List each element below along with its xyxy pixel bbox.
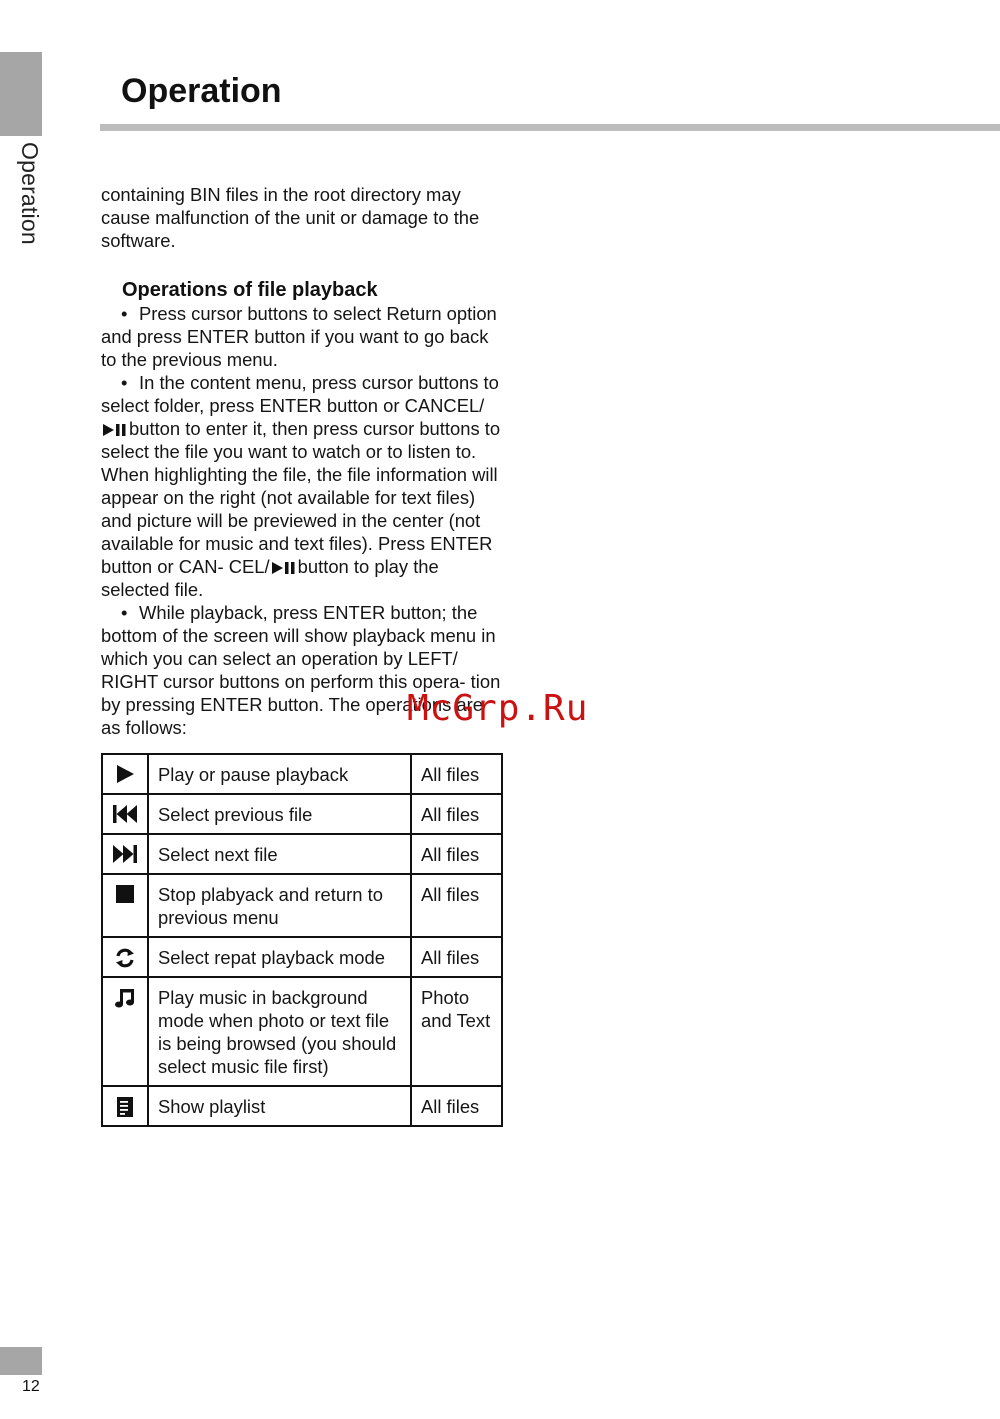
- title-underline-rule: [100, 124, 1000, 131]
- applies-to-cell: All files: [411, 754, 502, 794]
- table-row: [102, 794, 502, 834]
- bullet-item-return: [101, 302, 505, 371]
- applies-to-cell: All files: [411, 937, 502, 977]
- icon-cell: [102, 977, 148, 1086]
- table-row: [102, 977, 502, 1086]
- description-cell: Play or pause playback: [148, 754, 411, 794]
- description-cell: Show playlist: [148, 1086, 411, 1126]
- description-cell: Select previous file: [148, 794, 411, 834]
- bullet-text-continued: button to enter it, then press cursor buttons to select the file you want to watch or to listen to. When highlighting the file, the file information will appear on the right (not available for text files) and picture will be previewed in the center (not available for music and text files). Press ENTER button or CAN- CEL/: [101, 418, 501, 577]
- playlist-icon: [116, 1096, 134, 1118]
- bullet-text: Press cursor buttons to select Return option and press ENTER button if you want to go back to the previous menu.: [101, 303, 497, 370]
- operations-table: [101, 753, 503, 1127]
- page-number-tab: [0, 1347, 42, 1375]
- icon-cell: [102, 874, 148, 937]
- icon-cell: [102, 794, 148, 834]
- body-text: [101, 183, 505, 739]
- side-tab-label: Operation: [17, 142, 43, 245]
- bullet-text: While playback, press ENTER button; the bottom of the screen will show playback menu in which you can select an operation by LEFT/ RIGHT cursor buttons on perform this opera- tion by pressing ENTER button. The operations are as follows:: [101, 602, 501, 738]
- bullet-item-content-menu: [101, 371, 505, 601]
- stop-icon: [115, 884, 135, 904]
- bullet-dot-icon: •: [121, 303, 128, 324]
- table-row: [102, 937, 502, 977]
- side-tab-marker: [0, 52, 42, 136]
- description-cell: Stop plabyack and return to previous menu: [148, 874, 411, 937]
- table-row: [102, 754, 502, 794]
- table-row: [102, 1086, 502, 1126]
- description-cell: Select repat playback mode: [148, 937, 411, 977]
- music-note-icon: [114, 987, 136, 1009]
- applies-to-cell: All files: [411, 1086, 502, 1126]
- play-icon: [115, 764, 135, 784]
- play-pause-icon: [102, 423, 128, 437]
- watermark: McGrp.Ru: [407, 688, 589, 729]
- bullet-text-end: button to play the selected file.: [101, 556, 439, 600]
- play-pause-icon: [271, 561, 297, 575]
- next-icon: [112, 844, 138, 864]
- icon-cell: [102, 1086, 148, 1126]
- repeat-icon: [114, 947, 136, 969]
- applies-to-cell: All files: [411, 874, 502, 937]
- bullet-text: In the content menu, press cursor buttons to select folder, press ENTER button or CANCEL/: [101, 372, 499, 416]
- page-title: Operation: [121, 72, 282, 110]
- table-row: [102, 834, 502, 874]
- icon-cell: [102, 834, 148, 874]
- previous-icon: [112, 804, 138, 824]
- page-number: 12: [22, 1378, 40, 1395]
- applies-to-cell: Photo and Text: [411, 977, 502, 1086]
- applies-to-cell: All files: [411, 834, 502, 874]
- description-cell: Select next file: [148, 834, 411, 874]
- applies-to-cell: All files: [411, 794, 502, 834]
- bullet-dot-icon: •: [121, 372, 128, 393]
- section-heading: Operations of file playback: [122, 279, 378, 301]
- intro-paragraph: containing BIN files in the root directory may cause malfunction of the unit or damage to the software.: [101, 184, 480, 251]
- icon-cell: [102, 754, 148, 794]
- description-cell: Play music in background mode when photo or text file is being browsed (you should select music file first): [148, 977, 411, 1086]
- table-row: [102, 874, 502, 937]
- bullet-dot-icon: •: [121, 602, 128, 623]
- icon-cell: [102, 937, 148, 977]
